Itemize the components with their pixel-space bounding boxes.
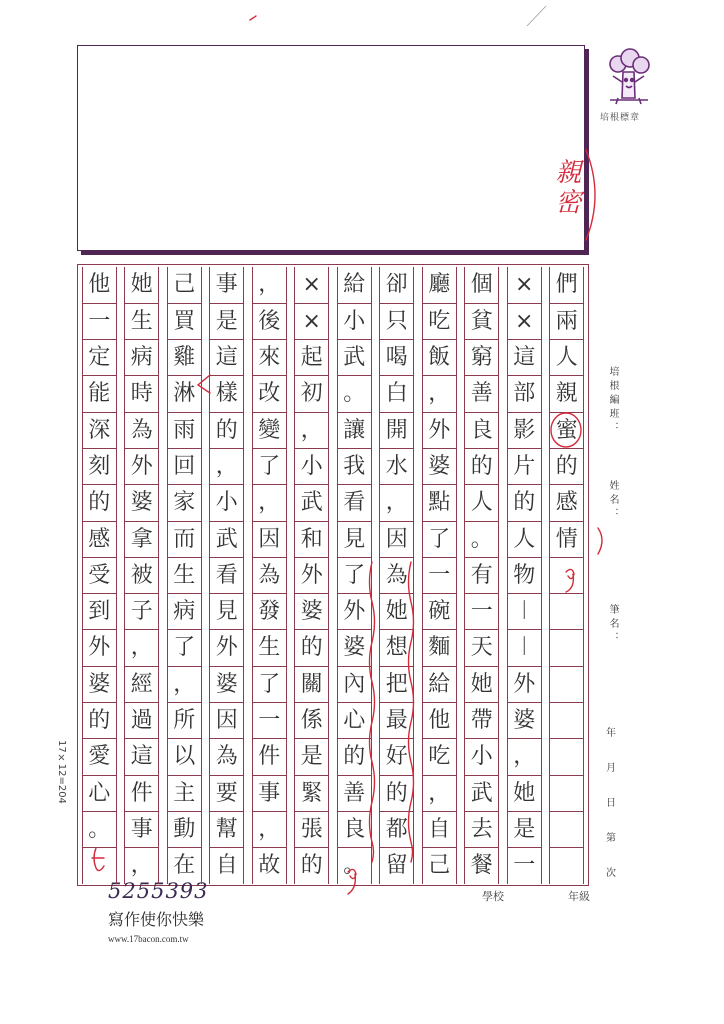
grid-cell: 了 xyxy=(253,666,286,702)
grid-cell xyxy=(550,847,583,883)
grid-cell: 時 xyxy=(125,375,158,411)
grid-cell: 生 xyxy=(168,557,201,593)
grid-cell: 回 xyxy=(168,448,201,484)
grid-cell: 武 xyxy=(210,521,243,557)
grid-cell: 事 xyxy=(253,775,286,811)
grid-cell: 這 xyxy=(125,738,158,774)
grid-cell: ， xyxy=(253,811,286,847)
grid-cell: 感 xyxy=(83,521,116,557)
grid-column xyxy=(507,267,542,884)
grid-column xyxy=(337,267,372,884)
grid-cell: 子 xyxy=(125,593,158,629)
grid-cell: 小 xyxy=(295,448,328,484)
grid-cell: 的 xyxy=(338,738,371,774)
grid-cell: ， xyxy=(210,448,243,484)
grid-cell: 小 xyxy=(465,738,498,774)
grid-cell: 所 xyxy=(168,702,201,738)
grid-cell: 婆 xyxy=(83,666,116,702)
grid-cell: ， xyxy=(423,775,456,811)
grid-cell: 動 xyxy=(168,811,201,847)
grid-cell xyxy=(550,702,583,738)
grid-cell: 想 xyxy=(380,629,413,665)
grid-cell: 最 xyxy=(380,702,413,738)
grid-cell: 事 xyxy=(215,271,238,297)
grid-cell: 把 xyxy=(380,666,413,702)
grid-cell xyxy=(550,629,583,665)
grid-cell: × xyxy=(515,271,534,297)
grid-cell: 帶 xyxy=(465,702,498,738)
grid-cell: 主 xyxy=(168,775,201,811)
grid-cell: 拿 xyxy=(125,521,158,557)
grid-cell: 。 xyxy=(465,521,498,557)
grid-cell: 部 xyxy=(508,375,541,411)
grid-cell xyxy=(550,738,583,774)
website-url: www.17bacon.com.tw xyxy=(108,934,189,944)
teacher-correction-note: 親密 xyxy=(551,158,581,218)
grid-cell: 飯 xyxy=(423,339,456,375)
grid-cell: 刻 xyxy=(83,448,116,484)
year-label: 年 xyxy=(606,728,616,739)
grid-cell: 物 xyxy=(508,557,541,593)
grid-cell: 外 xyxy=(338,593,371,629)
grid-cell: 麵 xyxy=(423,629,456,665)
grid-cell: 來 xyxy=(253,339,286,375)
grid-cell: 為 xyxy=(210,738,243,774)
grid-cell: 起 xyxy=(295,339,328,375)
grid-cell: 雨 xyxy=(168,412,201,448)
grid-cell: 外 xyxy=(210,629,243,665)
grid-cell: 內 xyxy=(338,666,371,702)
grid-column xyxy=(294,267,329,884)
grid-cell: 他 xyxy=(423,702,456,738)
grid-cell: 和 xyxy=(295,521,328,557)
grid-cell: 這 xyxy=(210,339,243,375)
grid-cell: 了 xyxy=(423,521,456,557)
grid-cell: 己 xyxy=(423,847,456,883)
correction-tick-mark xyxy=(250,16,256,20)
grid-cell: 經 xyxy=(125,666,158,702)
grid-cell: 變 xyxy=(253,412,286,448)
grid-cell: 武 xyxy=(338,339,371,375)
name-label: 姓名： xyxy=(607,480,618,522)
grid-cell: 外 xyxy=(423,412,456,448)
grid-cell: 件 xyxy=(125,775,158,811)
grid-cell: 留 xyxy=(380,847,413,883)
grid-cell: 白 xyxy=(380,375,413,411)
grid-cell: 兩 xyxy=(550,303,583,339)
grid-cell xyxy=(83,847,116,883)
grid-cell: 為 xyxy=(253,557,286,593)
grid-cell: 淋 xyxy=(168,375,201,411)
grid-cell: 的 xyxy=(83,484,116,520)
grid-cell: 因 xyxy=(253,521,286,557)
grid-cell: 開 xyxy=(380,412,413,448)
grid-cell xyxy=(550,775,583,811)
grid-cell: 她 xyxy=(130,271,153,297)
grid-cell: 自 xyxy=(210,847,243,883)
grid-column xyxy=(464,267,499,884)
grid-cell: 幫 xyxy=(210,811,243,847)
grid-cell: ， xyxy=(125,847,158,883)
grid-cell: 緊 xyxy=(295,775,328,811)
grid-cell: ， xyxy=(295,412,328,448)
grid-cell: 婆 xyxy=(508,702,541,738)
grid-cell: 張 xyxy=(295,811,328,847)
grid-cell: 給 xyxy=(343,271,366,297)
grid-cell: 她 xyxy=(380,593,413,629)
grid-cell: 一 xyxy=(465,593,498,629)
grid-cell: 改 xyxy=(253,375,286,411)
grid-cell: 受 xyxy=(83,557,116,593)
grid-cell: 是 xyxy=(295,738,328,774)
grid-cell: 他 xyxy=(88,271,111,297)
grid-cell: 外 xyxy=(83,629,116,665)
grid-cell: 是 xyxy=(210,303,243,339)
grid-cell: 貧 xyxy=(465,303,498,339)
grid-cell xyxy=(550,811,583,847)
class-label: 培根編班： xyxy=(607,366,618,436)
month-label: 月 xyxy=(606,763,616,774)
grid-cell: ， xyxy=(380,484,413,520)
grid-cell: 們 xyxy=(555,271,578,297)
pen-name-label: 筆名： xyxy=(607,604,618,646)
grid-cell: 看 xyxy=(338,484,371,520)
grid-cell: 窮 xyxy=(465,339,498,375)
grid-column xyxy=(167,267,202,884)
grid-cell: ︱ xyxy=(508,593,541,629)
grid-cell: 外 xyxy=(508,666,541,702)
brand-slogan: 寫作使你快樂 xyxy=(108,910,205,929)
grid-cell xyxy=(550,666,583,702)
grid-cell: 要 xyxy=(210,775,243,811)
grid-cell: 讓 xyxy=(338,412,371,448)
grid-cell: 件 xyxy=(253,738,286,774)
grid-cell: 良 xyxy=(465,412,498,448)
grid-cell: 病 xyxy=(125,339,158,375)
grid-cell: 雞 xyxy=(168,339,201,375)
grid-cell: 後 xyxy=(253,303,286,339)
grid-cell: ， xyxy=(253,484,286,520)
grid-cell: 婆 xyxy=(210,666,243,702)
grid-cell: 武 xyxy=(295,484,328,520)
grid-cell: 情 xyxy=(550,521,583,557)
grid-cell xyxy=(550,593,583,629)
grid-cell: 人 xyxy=(550,339,583,375)
grid-cell: 點 xyxy=(423,484,456,520)
grid-cell: 發 xyxy=(253,593,286,629)
grid-cell: 而 xyxy=(168,521,201,557)
grid-cell: 的 xyxy=(210,412,243,448)
grid-cell: 影 xyxy=(508,412,541,448)
grid-cell: 過 xyxy=(125,702,158,738)
grid-cell: 外 xyxy=(295,557,328,593)
grid-cell: 了 xyxy=(253,448,286,484)
grid-cell: 一 xyxy=(423,557,456,593)
grid-cell: 一 xyxy=(83,303,116,339)
day-label: 日 xyxy=(606,798,616,809)
grid-cell: 人 xyxy=(508,521,541,557)
grid-cell: × xyxy=(302,271,321,297)
grid-cell: 有 xyxy=(465,557,498,593)
grid-cell: 定 xyxy=(83,339,116,375)
grid-cell: 婆 xyxy=(295,593,328,629)
grid-cell: 愛 xyxy=(83,738,116,774)
grid-cell: 餐 xyxy=(465,847,498,883)
grid-cell: 關 xyxy=(295,666,328,702)
grid-column xyxy=(379,267,414,884)
grid-column xyxy=(82,267,117,884)
grid-cell: ， xyxy=(258,271,281,297)
grid-cell: 一 xyxy=(253,702,286,738)
grid-cell: 的 xyxy=(83,702,116,738)
grid-column xyxy=(422,267,457,884)
grid-column xyxy=(252,267,287,884)
grid-cell: 病 xyxy=(168,593,201,629)
grid-cell: ， xyxy=(125,629,158,665)
grid-cell: 生 xyxy=(125,303,158,339)
grid-cell: 心 xyxy=(338,702,371,738)
grid-cell: 能 xyxy=(83,375,116,411)
grid-cell: 個 xyxy=(470,271,493,297)
grid-cell: 係 xyxy=(295,702,328,738)
grid-cell: 善 xyxy=(465,375,498,411)
grid-cell: 深 xyxy=(83,412,116,448)
grid-cell: 的 xyxy=(465,448,498,484)
grid-cell: 心 xyxy=(83,775,116,811)
grid-column xyxy=(549,267,584,884)
grid-cell: 事 xyxy=(125,811,158,847)
grid-cell: 卻 xyxy=(385,271,408,297)
attempt-suffix-label: 次 xyxy=(606,868,616,879)
grid-cell: 吃 xyxy=(423,738,456,774)
grid-cell: 為 xyxy=(125,412,158,448)
grid-cell: 善 xyxy=(338,775,371,811)
grid-cell: 因 xyxy=(210,702,243,738)
grid-cell: 片 xyxy=(508,448,541,484)
grid-cell: 初 xyxy=(295,375,328,411)
grid-cell: 親 xyxy=(550,375,583,411)
grid-cell: 只 xyxy=(380,303,413,339)
grid-cell: 被 xyxy=(125,557,158,593)
grid-cell: 的 xyxy=(380,775,413,811)
grid-cell: 見 xyxy=(210,593,243,629)
grid-cell: 。 xyxy=(338,847,371,883)
grid-column xyxy=(124,267,159,884)
grid-size-note: 17×12=204 xyxy=(56,740,67,804)
grid-cell: 買 xyxy=(168,303,201,339)
attempt-prefix-label: 第 xyxy=(606,833,616,844)
grid-cell: 良 xyxy=(338,811,371,847)
grid-cell: 看 xyxy=(210,557,243,593)
correction-bracket-mark xyxy=(586,150,595,240)
grid-cell: 天 xyxy=(465,629,498,665)
grid-cell: 吃 xyxy=(423,303,456,339)
grid-cell: 。 xyxy=(83,811,116,847)
teacher-comment-box xyxy=(77,45,585,251)
grid-cell: 一 xyxy=(508,847,541,883)
grid-cell: 外 xyxy=(125,448,158,484)
grid-cell: 喝 xyxy=(380,339,413,375)
grid-cell: 這 xyxy=(508,339,541,375)
grid-cell: 婆 xyxy=(423,448,456,484)
grid-cell: 。 xyxy=(338,375,371,411)
grid-cell: 小 xyxy=(338,303,371,339)
grid-cell: 她 xyxy=(465,666,498,702)
grid-cell: 感 xyxy=(550,484,583,520)
grid-cell: 了 xyxy=(338,557,371,593)
grid-cell: 廳 xyxy=(428,271,451,297)
bacon-tree-logo-icon xyxy=(604,48,652,108)
grid-cell: 人 xyxy=(465,484,498,520)
grid-cell: 自 xyxy=(423,811,456,847)
grid-cell: 樣 xyxy=(210,375,243,411)
grid-cell: × xyxy=(508,303,541,339)
grid-cell: 的 xyxy=(295,629,328,665)
grid-cell: ， xyxy=(508,738,541,774)
grid-cell: 碗 xyxy=(423,593,456,629)
grid-cell: 的 xyxy=(295,847,328,883)
correction-bracket-mark xyxy=(598,528,602,554)
grid-cell: 到 xyxy=(83,593,116,629)
grid-cell: 她 xyxy=(508,775,541,811)
school-label: 學校 xyxy=(482,890,504,903)
grid-cell: 故 xyxy=(253,847,286,883)
grid-cell: 武 xyxy=(465,775,498,811)
phone-number: 5255393 xyxy=(108,879,209,903)
grade-label: 年級 xyxy=(568,890,590,903)
grid-cell: × xyxy=(295,303,328,339)
grid-cell: 的 xyxy=(508,484,541,520)
grid-cell: ， xyxy=(168,666,201,702)
grid-cell: 婆 xyxy=(338,629,371,665)
grid-cell: 婆 xyxy=(125,484,158,520)
grid-cell: 為 xyxy=(380,557,413,593)
grid-cell: 生 xyxy=(253,629,286,665)
grid-cell xyxy=(550,557,583,593)
grid-cell: 給 xyxy=(423,666,456,702)
grid-cell: 好 xyxy=(380,738,413,774)
grid-cell: 是 xyxy=(508,811,541,847)
grid-cell: 以 xyxy=(168,738,201,774)
grid-cell: 家 xyxy=(168,484,201,520)
grid-cell: 了 xyxy=(168,629,201,665)
grid-cell: 都 xyxy=(380,811,413,847)
grid-cell: 水 xyxy=(380,448,413,484)
grid-cell: 因 xyxy=(380,521,413,557)
grid-cell: 我 xyxy=(338,448,371,484)
grid-cell: ︱ xyxy=(508,629,541,665)
grid-cell: 己 xyxy=(173,271,196,297)
pencil-stroke-mark xyxy=(527,6,546,26)
badge-caption: 培根標章 xyxy=(600,113,641,123)
grid-cell: 蜜 xyxy=(550,412,583,448)
grid-cell: 在 xyxy=(168,847,201,883)
grid-cell: 小 xyxy=(210,484,243,520)
grid-column xyxy=(209,267,244,884)
grid-cell: 的 xyxy=(550,448,583,484)
grid-cell: ， xyxy=(423,375,456,411)
grid-cell: 去 xyxy=(465,811,498,847)
grid-cell: 見 xyxy=(338,521,371,557)
